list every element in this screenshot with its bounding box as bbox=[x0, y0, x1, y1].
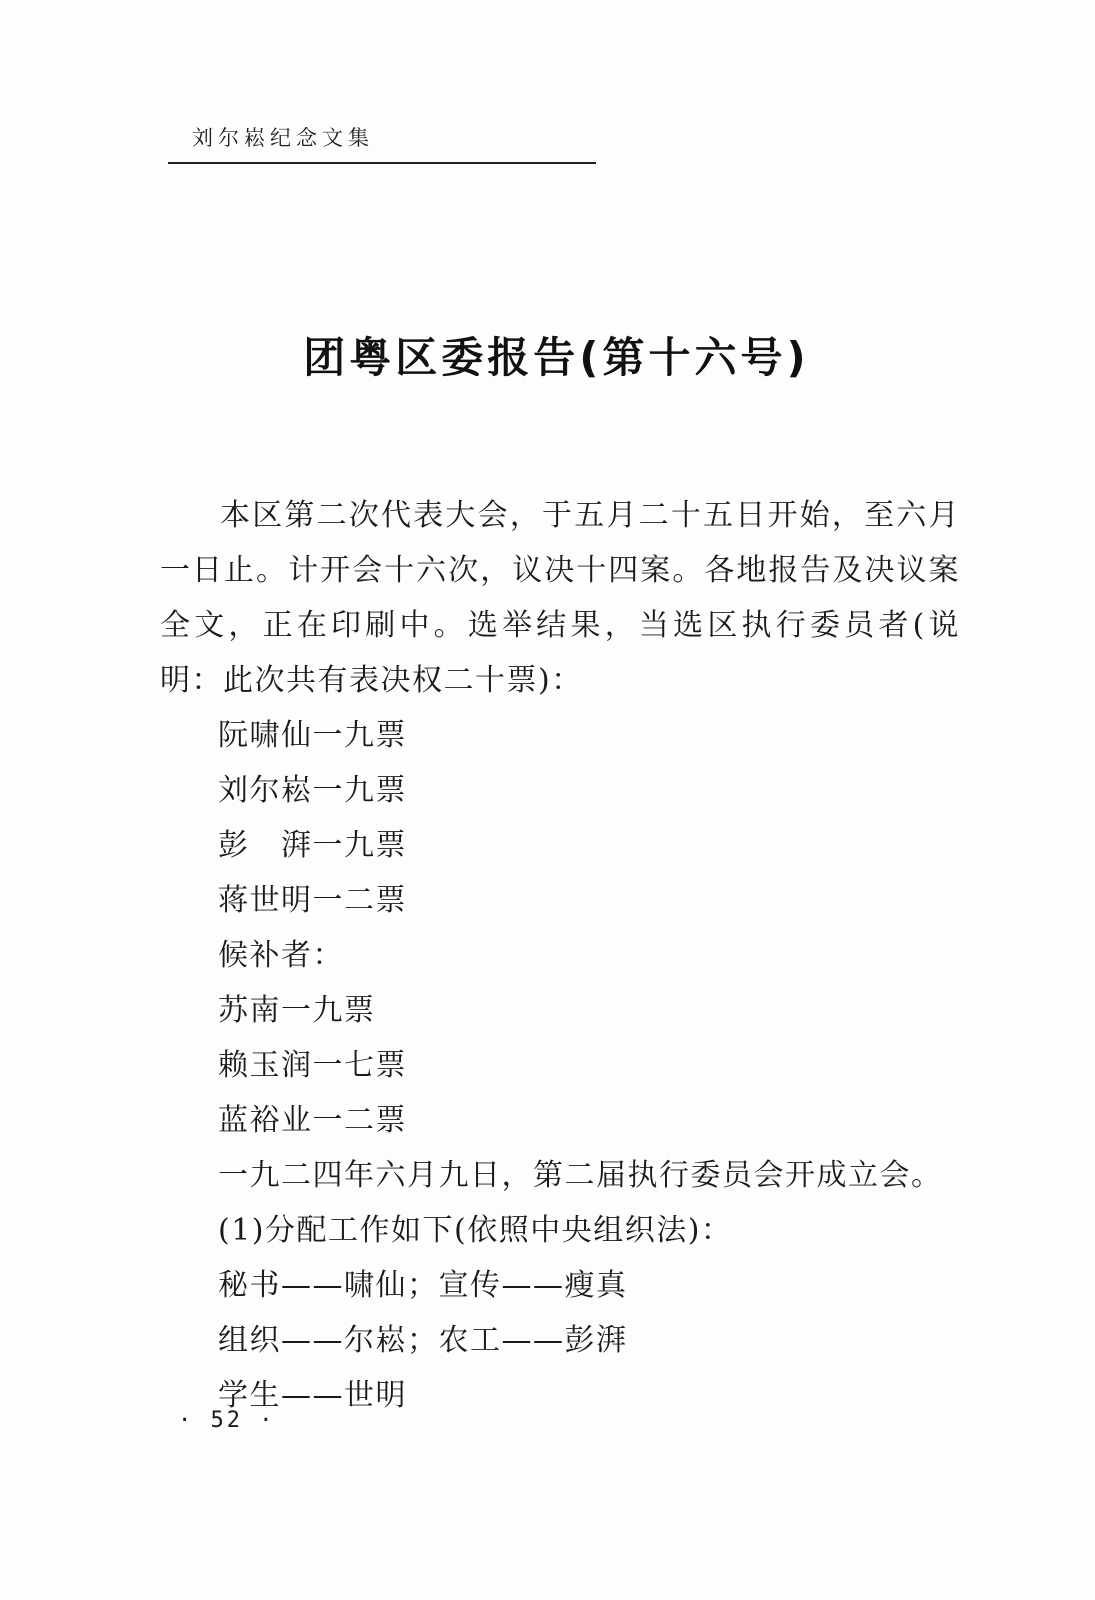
alternates-label: 候补者： bbox=[218, 938, 344, 973]
intro-paragraph: 本区第二次代表大会，于五月二十五日开始，至六月一日止。计开会十六次，议决十四案。各地报告及决议案全文，正在印刷中。选举结果，当选区执行委员者(说明：此次共有表决权二十票)： bbox=[160, 498, 960, 698]
header-rule bbox=[168, 162, 596, 164]
meeting-line: 一九二四年六月九日，第二届执行委员会开成立会。 bbox=[218, 1158, 943, 1193]
body-text bbox=[160, 488, 960, 1423]
running-header: 刘尔崧纪念文集 bbox=[192, 126, 374, 150]
list-item: 秘书——啸仙；宣传——瘦真 bbox=[218, 1268, 628, 1303]
list-item: 蒋世明一二票 bbox=[218, 883, 407, 918]
list-item: 赖玉润一七票 bbox=[218, 1048, 407, 1083]
list-item: 苏南一九票 bbox=[218, 993, 376, 1028]
elected-list bbox=[160, 708, 960, 1423]
page-title: 团粤区委报告(第十六号) bbox=[303, 333, 810, 382]
list-item: 蓝裕业一二票 bbox=[218, 1103, 407, 1138]
list-item: 学生——世明 bbox=[218, 1378, 407, 1413]
list-item: 彭 湃一九票 bbox=[218, 828, 407, 863]
list-item: 刘尔崧一九票 bbox=[218, 773, 407, 808]
page-number: · 52 · bbox=[178, 1408, 276, 1433]
work-header: (1)分配工作如下(依照中央组织法)： bbox=[218, 1213, 733, 1248]
list-item: 组织——尔崧；农工——彭湃 bbox=[218, 1323, 628, 1358]
list-item: 阮啸仙一九票 bbox=[218, 718, 407, 753]
